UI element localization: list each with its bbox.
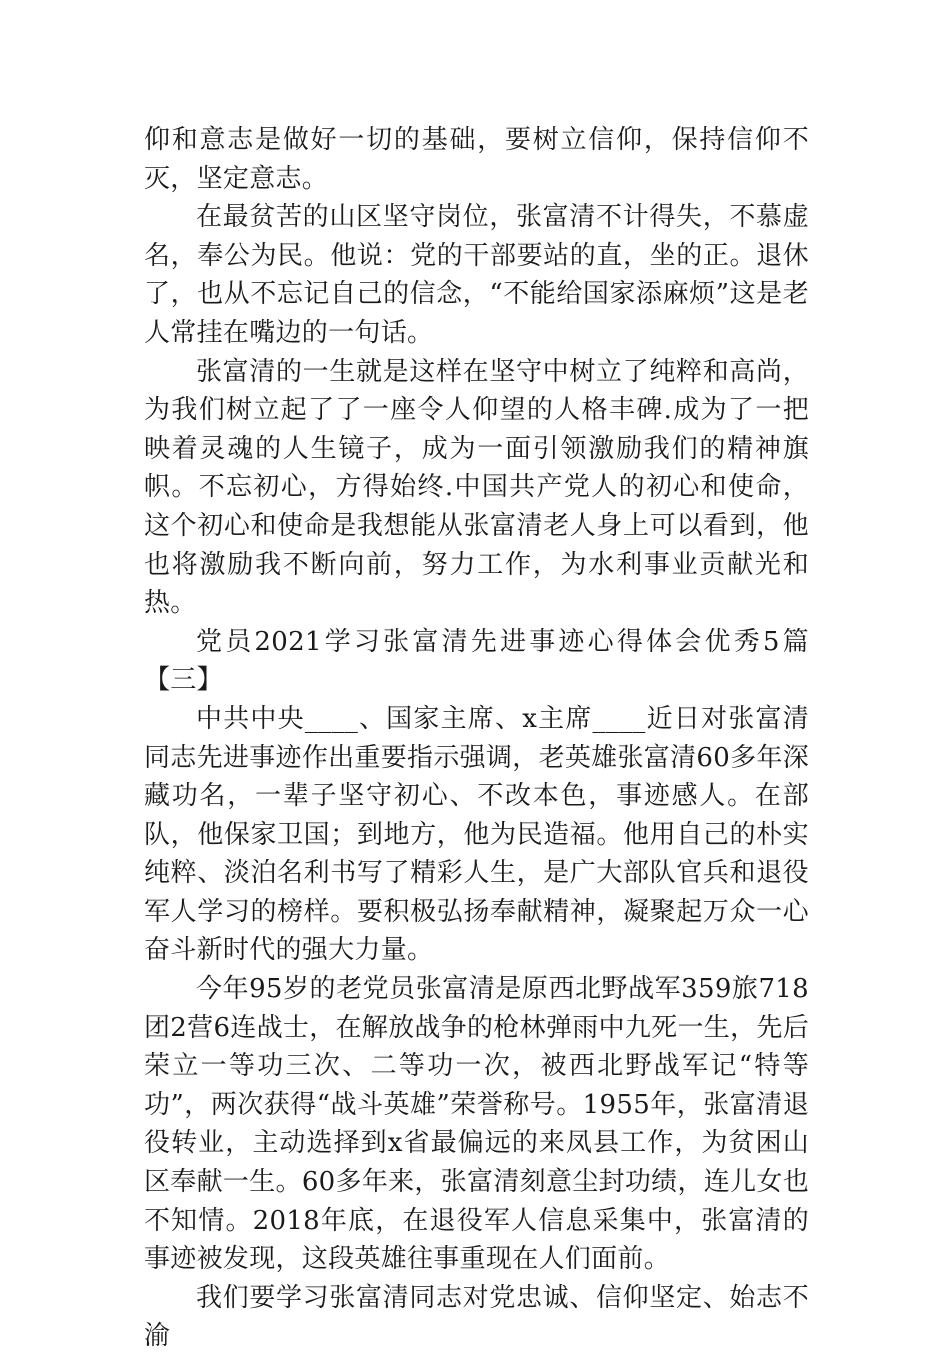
paragraph: 中共中央____、国家主席、x主席____近日对张富清同志先进事迹作出重要指示强调，老英雄张富清60多年深藏功名，一辈子坚守初心、不改本色，事迹感人。在部队，他保家卫国；到地方，他为民造福。他用自己的朴实纯粹、淡泊名利书写了精彩人生，是广大部队官兵和退役军人学习的榜样。要积极弘扬奉献精神，凝聚起万众一心奋斗新时代的强大力量。	[144, 703, 809, 966]
document-body	[144, 121, 809, 1356]
section-heading: 党员2021学习张富清先进事迹心得体会优秀5篇【三】	[144, 626, 809, 696]
paragraph: 今年95岁的老党员张富清是原西北野战军359旅718团2营6连战士，在解放战争的枪林弹雨中九死一生，先后荣立一等功三次、二等功一次，被西北野战军记“特等功”，两次获得“战斗英雄”荣誉称号。1955年，张富清退役转业，主动选择到x省最偏远的来凤县工作，为贫困山区奉献一生。60多年来，张富清刻意尘封功绩，连儿女也不知情。2018年底，在退役军人信息采集中，张富清的事迹被发现，这段英雄往事重现在人们面前。	[144, 974, 809, 1275]
paragraph: 我们要学习张富清同志对党忠诚、信仰坚定、始志不渝	[144, 1282, 809, 1352]
paragraph-continued: 仰和意志是做好一切的基础，要树立信仰，保持信仰不灭，坚定意志。	[144, 125, 809, 194]
paragraph: 在最贫苦的山区坚守岗位，张富清不计得失，不慕虚名，奉公为民。他说：党的干部要站的直，坐的正。退休了，也从不忘记自己的信念，“不能给国家添麻烦”这是老人常挂在嘴边的一句话。	[144, 202, 809, 348]
paragraph: 张富清的一生就是这样在坚守中树立了纯粹和高尚，为我们树立起了了一座令人仰望的人格丰碑.成为了一把映着灵魂的人生镜子，成为一面引领激励我们的精神旗帜。不忘初心，方得始终.中国共产党人的初心和使命，这个初心和使命是我想能从张富清老人身上可以看到，他也将激励我不断向前，努力工作，为水利事业贡献光和热。	[144, 356, 809, 619]
